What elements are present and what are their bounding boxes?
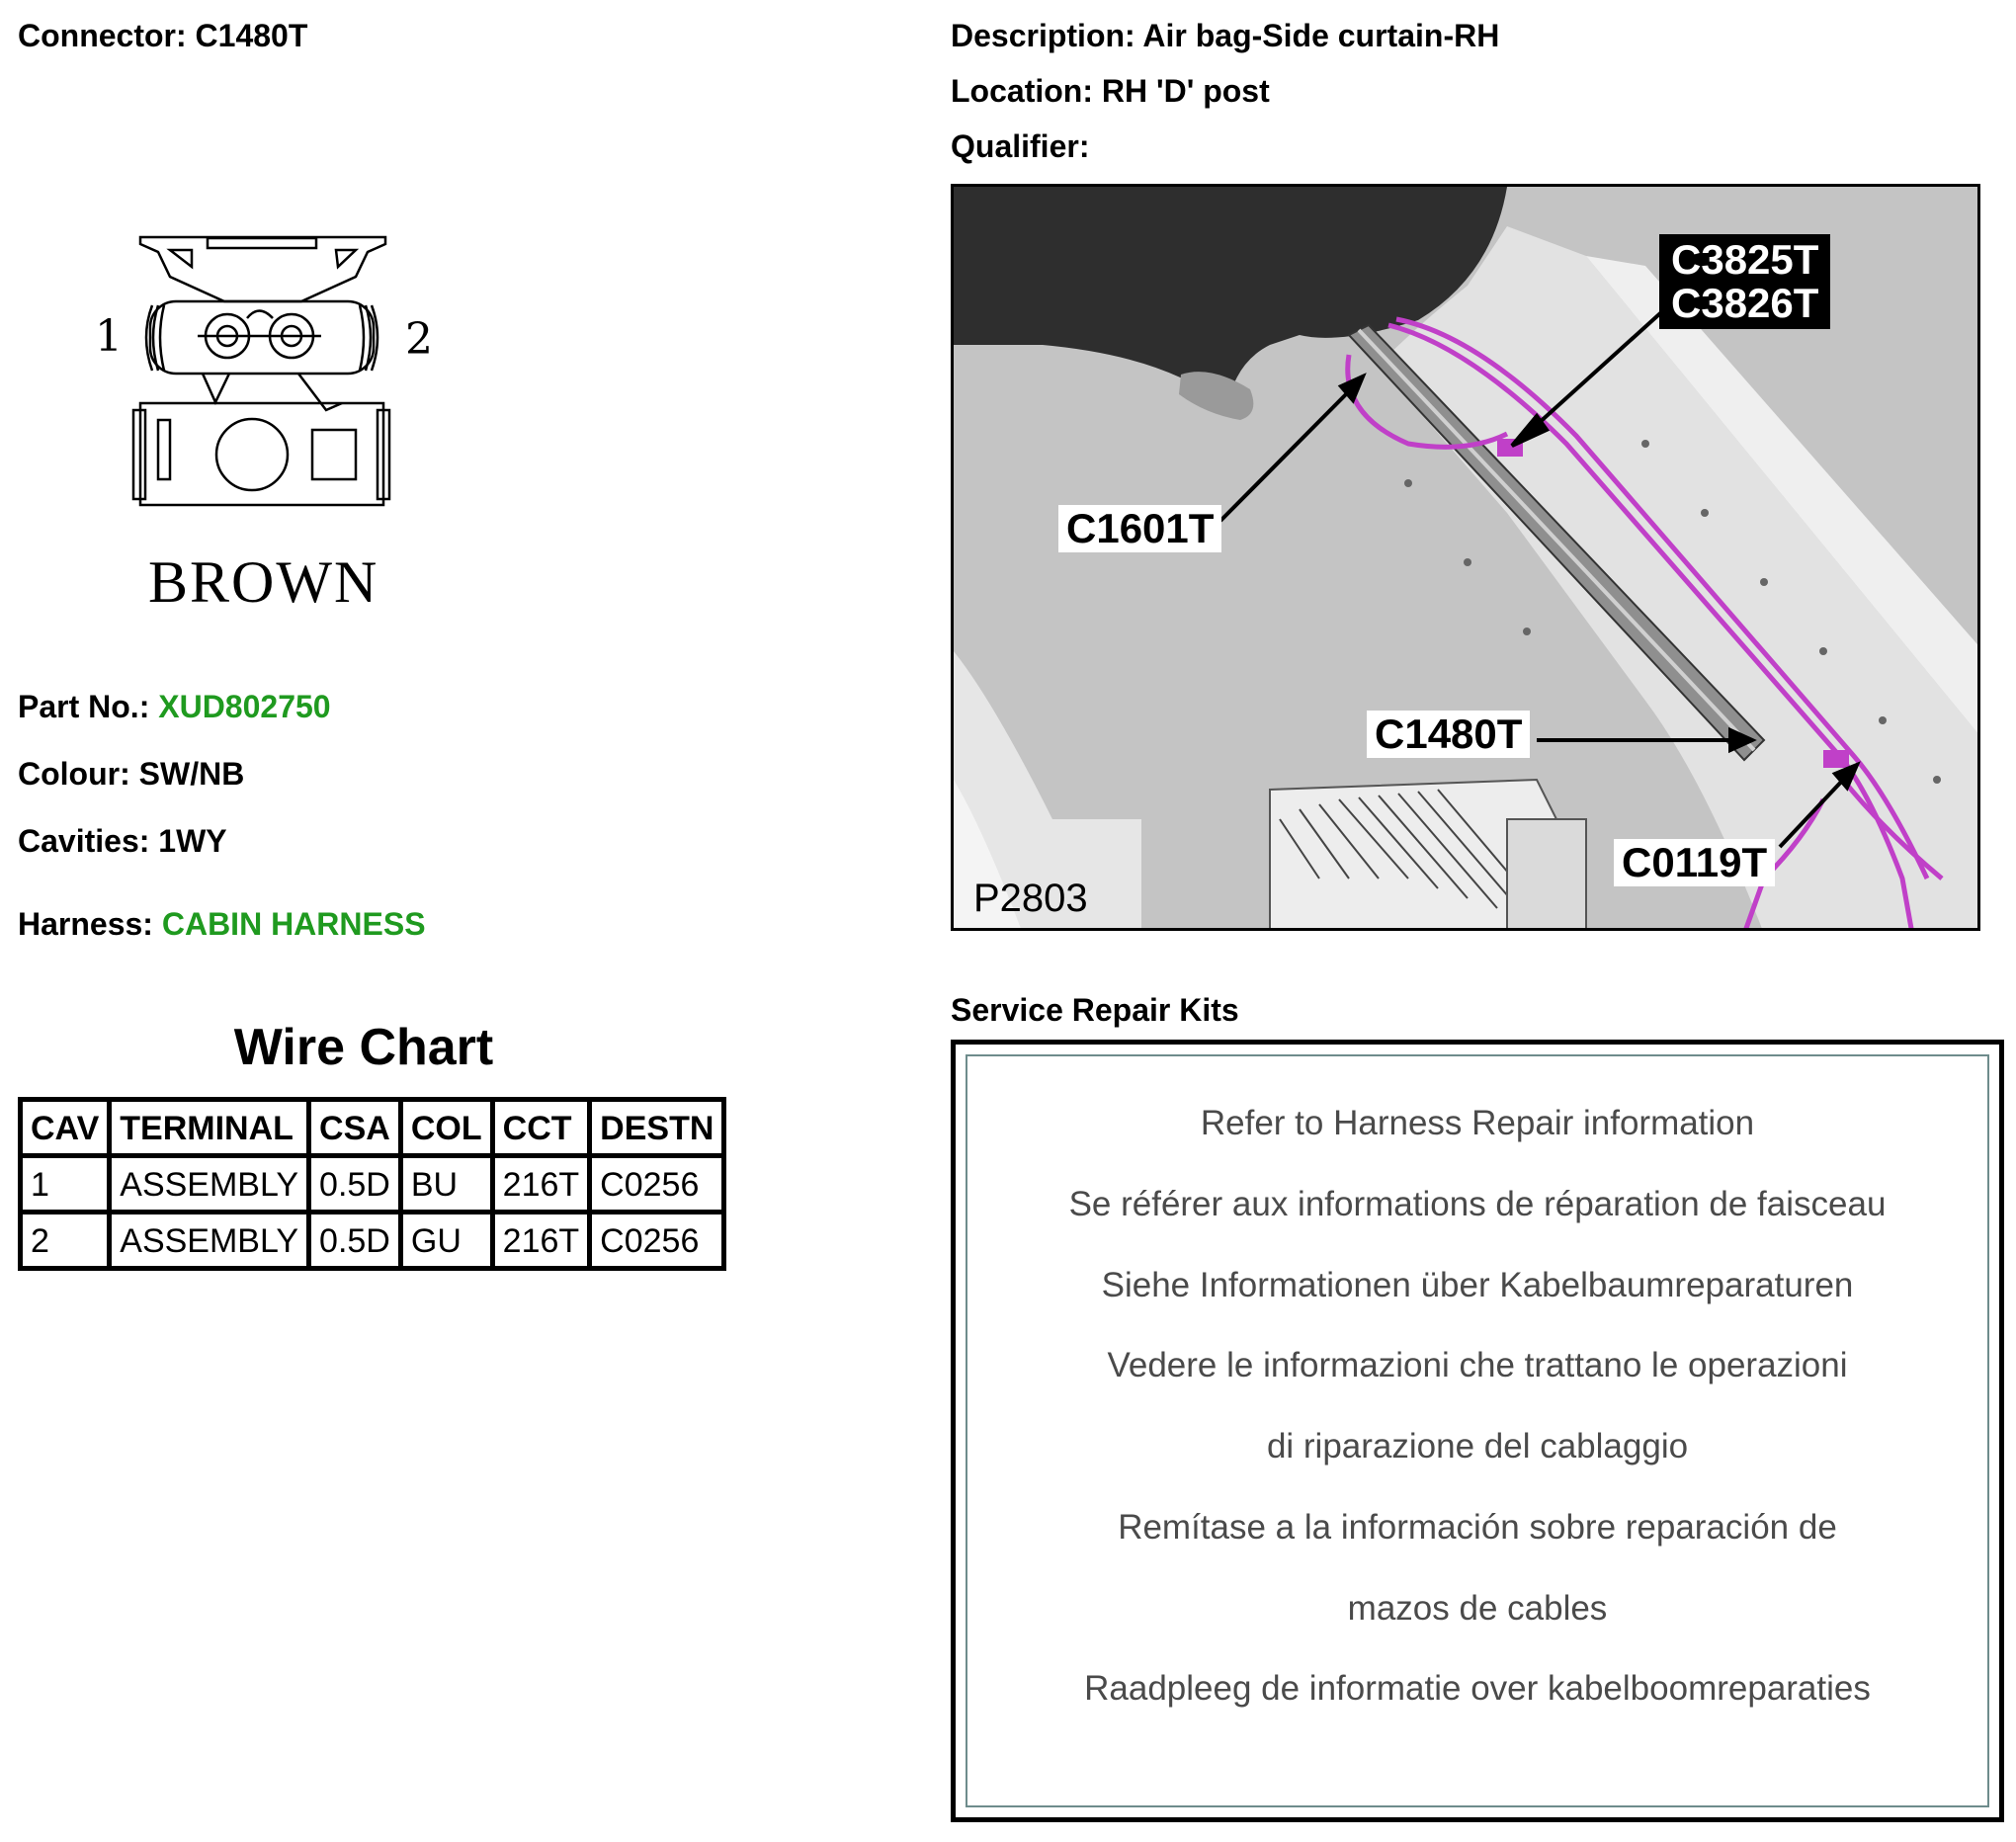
kit-line: Raadpleeg de informatie over kabelboomreparaties	[1084, 1669, 1871, 1708]
connector-face-drawing	[89, 222, 455, 539]
kit-line: Se référer aux informations de réparation de faisceau	[1068, 1185, 1887, 1223]
callout-c3825t-c3826t[interactable]: C3825T C3826T	[1659, 234, 1830, 329]
cct-cell: 216T	[492, 1213, 590, 1269]
table-row	[21, 1213, 724, 1269]
description-label: Description:	[951, 18, 1135, 53]
kit-line: Vedere le informazioni che trattano le operazioni	[1107, 1346, 1848, 1384]
column-header: CSA	[309, 1100, 401, 1156]
kit-line: Siehe Informationen über Kabelbaumreparaturen	[1101, 1266, 1854, 1304]
callout-c0119t[interactable]: C0119T	[1614, 839, 1775, 886]
colour-label: Colour:	[18, 756, 130, 792]
callout-c1480t[interactable]: C1480T	[1367, 711, 1530, 758]
connector-header	[18, 18, 307, 54]
cav-cell: 1	[21, 1156, 110, 1213]
location-value: RH 'D' post	[1101, 73, 1270, 109]
harness-label: Harness:	[18, 906, 153, 942]
description-row	[951, 18, 1499, 54]
column-header: TERMINAL	[110, 1100, 309, 1156]
destn-cell[interactable]: C0256	[590, 1213, 724, 1269]
kit-line: Refer to Harness Repair information	[1200, 1104, 1755, 1142]
part-number-link[interactable]: XUD802750	[158, 689, 331, 724]
cavities-value: 1WY	[158, 823, 227, 859]
photo-reference-id: P2803	[973, 877, 1088, 920]
column-header: DESTN	[590, 1100, 724, 1156]
location-label: Location:	[951, 73, 1093, 109]
part-number-row	[18, 689, 331, 725]
csa-cell: 0.5D	[309, 1156, 401, 1213]
qualifier-label: Qualifier:	[951, 128, 1090, 164]
table-row	[21, 1156, 724, 1213]
harness-row	[18, 906, 426, 943]
col-cell: BU	[400, 1156, 492, 1213]
column-header: COL	[400, 1100, 492, 1156]
wire-chart-table	[18, 1097, 726, 1271]
column-header: CAV	[21, 1100, 110, 1156]
pin-label-2: 2	[405, 314, 433, 365]
kit-line: mazos de cables	[1347, 1589, 1608, 1628]
col-cell: GU	[400, 1213, 492, 1269]
kit-line: Remítase a la información sobre reparación de	[1118, 1508, 1837, 1547]
callout-c1601t[interactable]: C1601T	[1058, 505, 1221, 552]
wire-chart-header-row	[21, 1100, 724, 1156]
harness-link[interactable]: CABIN HARNESS	[161, 906, 426, 942]
connector-colour-label: BROWN	[148, 549, 379, 615]
service-repair-kits-heading: Service Repair Kits	[951, 992, 1239, 1028]
cav-cell: 2	[21, 1213, 110, 1269]
service-repair-kits-box	[951, 1040, 2004, 1822]
colour-value: SW/NB	[138, 756, 245, 792]
part-number-label: Part No.:	[18, 689, 150, 724]
colour-row	[18, 756, 244, 793]
qualifier-row	[951, 128, 1089, 165]
description-value: Air bag-Side curtain-RH	[1142, 18, 1500, 53]
wire-chart-title: Wire Chart	[233, 1019, 494, 1076]
pin-label-1: 1	[95, 311, 123, 362]
terminal-cell: ASSEMBLY	[110, 1213, 309, 1269]
terminal-cell: ASSEMBLY	[110, 1156, 309, 1213]
cavities-row	[18, 823, 227, 860]
destn-cell[interactable]: C0256	[590, 1156, 724, 1213]
cavities-label: Cavities:	[18, 823, 150, 859]
location-row	[951, 73, 1270, 110]
connector-value: C1480T	[195, 18, 308, 53]
cct-cell: 216T	[492, 1156, 590, 1213]
service-repair-kits-inner	[966, 1054, 1989, 1807]
kit-line: di riparazione del cablaggio	[1266, 1427, 1689, 1465]
connector-label: Connector:	[18, 18, 187, 53]
csa-cell: 0.5D	[309, 1213, 401, 1269]
column-header: CCT	[492, 1100, 590, 1156]
location-photo	[951, 184, 1980, 931]
